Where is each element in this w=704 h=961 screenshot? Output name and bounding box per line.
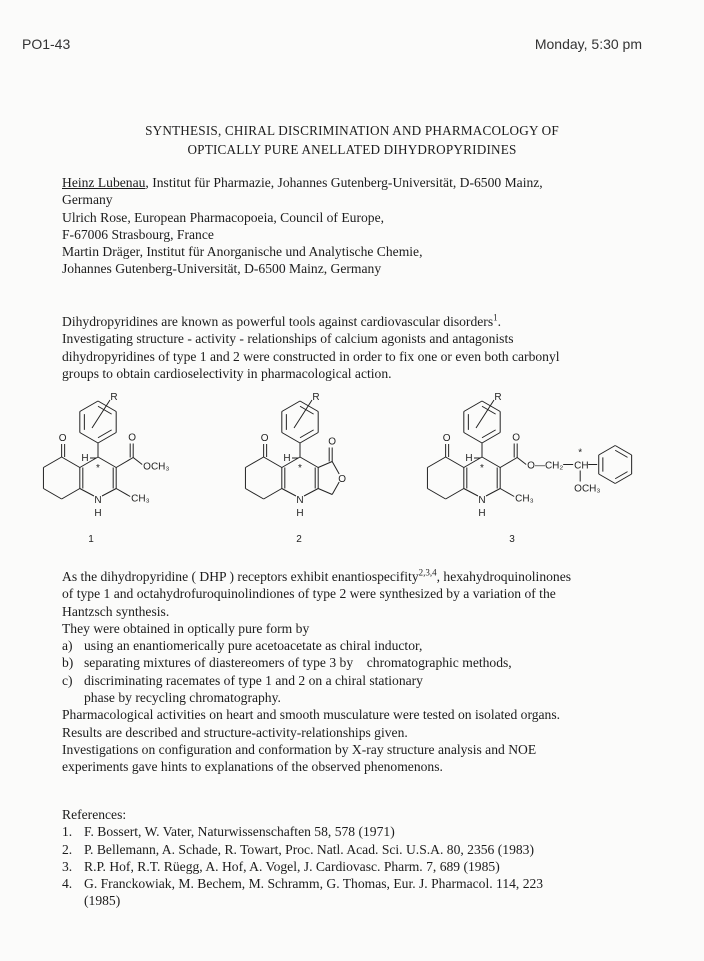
nitrogen-label: N [94,495,102,506]
chemical-structures-figure [0,380,704,550]
methine-label: CH [574,460,589,472]
bond [318,462,332,468]
methyl-label: CH₃ [131,493,150,505]
r-substituent-label: R [494,392,502,403]
compound-1 [43,392,169,545]
bond [304,489,318,497]
bond [300,457,318,468]
bond [427,457,445,468]
session-time: Monday, 5:30 pm [534,36,642,52]
bond [517,458,526,465]
bond [615,446,631,456]
bond [102,489,116,497]
bond [476,400,494,428]
oxygen-label: O [128,432,137,444]
bond [80,401,98,412]
bond [282,489,296,497]
bond [92,400,110,428]
chiral-center-label: * [96,463,100,474]
oxygen-label: O [328,436,337,448]
bond [116,458,133,468]
bond [482,457,500,468]
bond [332,462,339,475]
bond [427,489,445,500]
bond [294,400,312,428]
bond [80,433,98,444]
oxygen-label: O [512,432,521,444]
reference-item: 1. F. Bossert, W. Vater, Naturwissenschaften 58, 578 (1971) [62,824,395,840]
hydrogen-label: H [296,508,304,519]
nitrogen-label: N [478,495,486,506]
abstract-code: PO1-43 [22,36,71,52]
methyl-label: CH₃ [515,493,534,505]
hydrogen-label: H [94,508,102,519]
chiral-center-label: * [480,463,484,474]
compound-number: 2 [296,534,302,545]
reference-item: 2. P. Bellemann, A. Schade, R. Towart, Proc. Natl. Acad. Sci. U.S.A. 80, 2356 (1983) [62,841,534,857]
bond [62,489,80,500]
bond [98,433,116,444]
bond [43,457,61,468]
chiral-center-label: * [578,447,583,459]
oxygen-label: O [442,433,451,444]
bond [464,489,478,497]
r-substituent-label: R [312,392,320,403]
bond [500,458,517,468]
bond [482,433,500,444]
bond [464,433,482,444]
bond [615,474,631,484]
hydrogen-label: H [465,453,473,464]
bond [245,489,263,500]
bond [599,474,615,484]
compound-number: 3 [509,534,515,545]
bond [264,457,282,468]
reference-item: 3. R.P. Hof, R.T. Rüegg, A. Hof, A. Vogel, J. Cardiovasc. Pharm. 7, 689 (1985) [62,858,500,874]
methoxy-label: OCH₃ [143,461,170,473]
bond [116,489,130,497]
bond [282,433,300,444]
bond [282,401,300,412]
ester-chain-label: O—CH₂ [527,460,564,472]
authors: Heinz Lubenau, Institut für Pharmazie, Johannes Gutenberg-Universität, D-6500 Mainz, Germany Ulrich Rose, European Pharmacopoeia, Council of Europe, F-67006 Strasbourg, France Martin Dräger, Institut für Anorganische und Analytische Chemie, Johannes Gutenberg-Universität, D-6500 Mainz, Germany [62,175,543,277]
oxygen-label: O [58,433,67,444]
methoxy-label: OCH₃ [574,483,601,495]
bond [245,457,263,468]
r-substituent-label: R [110,392,118,403]
method-item: c) discriminating racemates of type 1 and 2 on a chiral stationary [62,672,423,688]
references-heading: References: [62,807,127,822]
bond [599,446,615,456]
method-item: a) using an enantiomerically pure acetoacetate as chiral inductor, [62,638,423,654]
reference-item: 4. G. Franckowiak, M. Bechem, M. Schramm, G. Thomas, Eur. J. Pharmacol. 114, 223 [62,876,544,892]
bond [318,489,332,495]
bond [133,458,142,465]
bond [300,433,318,444]
hydrogen-label: H [81,453,89,464]
presenting-author: Heinz Lubenau [62,175,146,190]
bond [446,457,464,468]
hydrogen-label: H [283,453,291,464]
compound-number: 1 [88,534,94,545]
results-text: As the dihydropyridine ( DHP ) receptors exhibit enantiospecifity$^{2,3,4}$, hexahydroquinolinones of type 1 and octahydrofuroquinolindiones of type 2 were synthesized by a variation of the Hantzsch synthesis. They were obtained in optically pure form by a) using an enantiomerically pure acetoacetate as chiral inductor, b) separating mixtures of diastereomers of type 3 by chromatographic methods, c) discriminating racemates of type 1 and 2 on a chiral stationary phase by recycling chromatography. Pharmacological activities on heart and smooth musculature were tested on isolated organs. Results are described and structure-activity-relationships given. Investigations on configuration and conformation by X-ray structure analysis and NOE experiments gave hints to explanations of the observed phenomenons. [62,567,572,775]
compound-2 [245,392,346,545]
bond [43,489,61,500]
bond [486,489,500,497]
method-item: b) separating mixtures of diastereomers of type 3 by chromatographic methods, [62,655,512,671]
bond [446,489,464,500]
bond [62,457,80,468]
references: References: 1. F. Bossert, W. Vater, Naturwissenschaften 58, 578 (1971) 2. P. Bellemann, A. Schade, R. Towart, Proc. Natl. Acad. Sci. U.S.A. 80, 2356 (1983) 3. R.P. Hof, R.T. Rüegg, A. Hof, A. Vogel, J. Cardiovasc. Pharm. 7, 689 (1985) 4. G. Franckowiak, M. Bechem, M. Schramm, G. Thomas, Eur. J. Pharmacol. 114, 223 (1985) [62,807,544,909]
bond [500,489,514,497]
chiral-center-label: * [298,463,302,474]
intro-paragraph: Dihydropyridines are known as powerful tools against cardiovascular disorders$^1$. Investigating structure - activity - relationships of calcium agonists and antagonists dihydropyridines of type 1 and 2 were constructed in order to fix one or even both carbonyl groups to obtain cardioselectivity in pharmacological action. [62,312,560,381]
bond [98,457,116,468]
paper-title: SYNTHESIS, CHIRAL DISCRIMINATION AND PHARMACOLOGY OF OPTICALLY PURE ANELLATED DIHYDROPYRIDINES [145,123,559,157]
bond [264,489,282,500]
compound-3 [427,392,631,545]
bond [464,401,482,412]
bond [80,489,94,497]
oxygen-label: O [260,433,269,444]
ring-oxygen-label: O [338,474,347,485]
hydrogen-label: H [478,508,486,519]
nitrogen-label: N [296,495,304,506]
